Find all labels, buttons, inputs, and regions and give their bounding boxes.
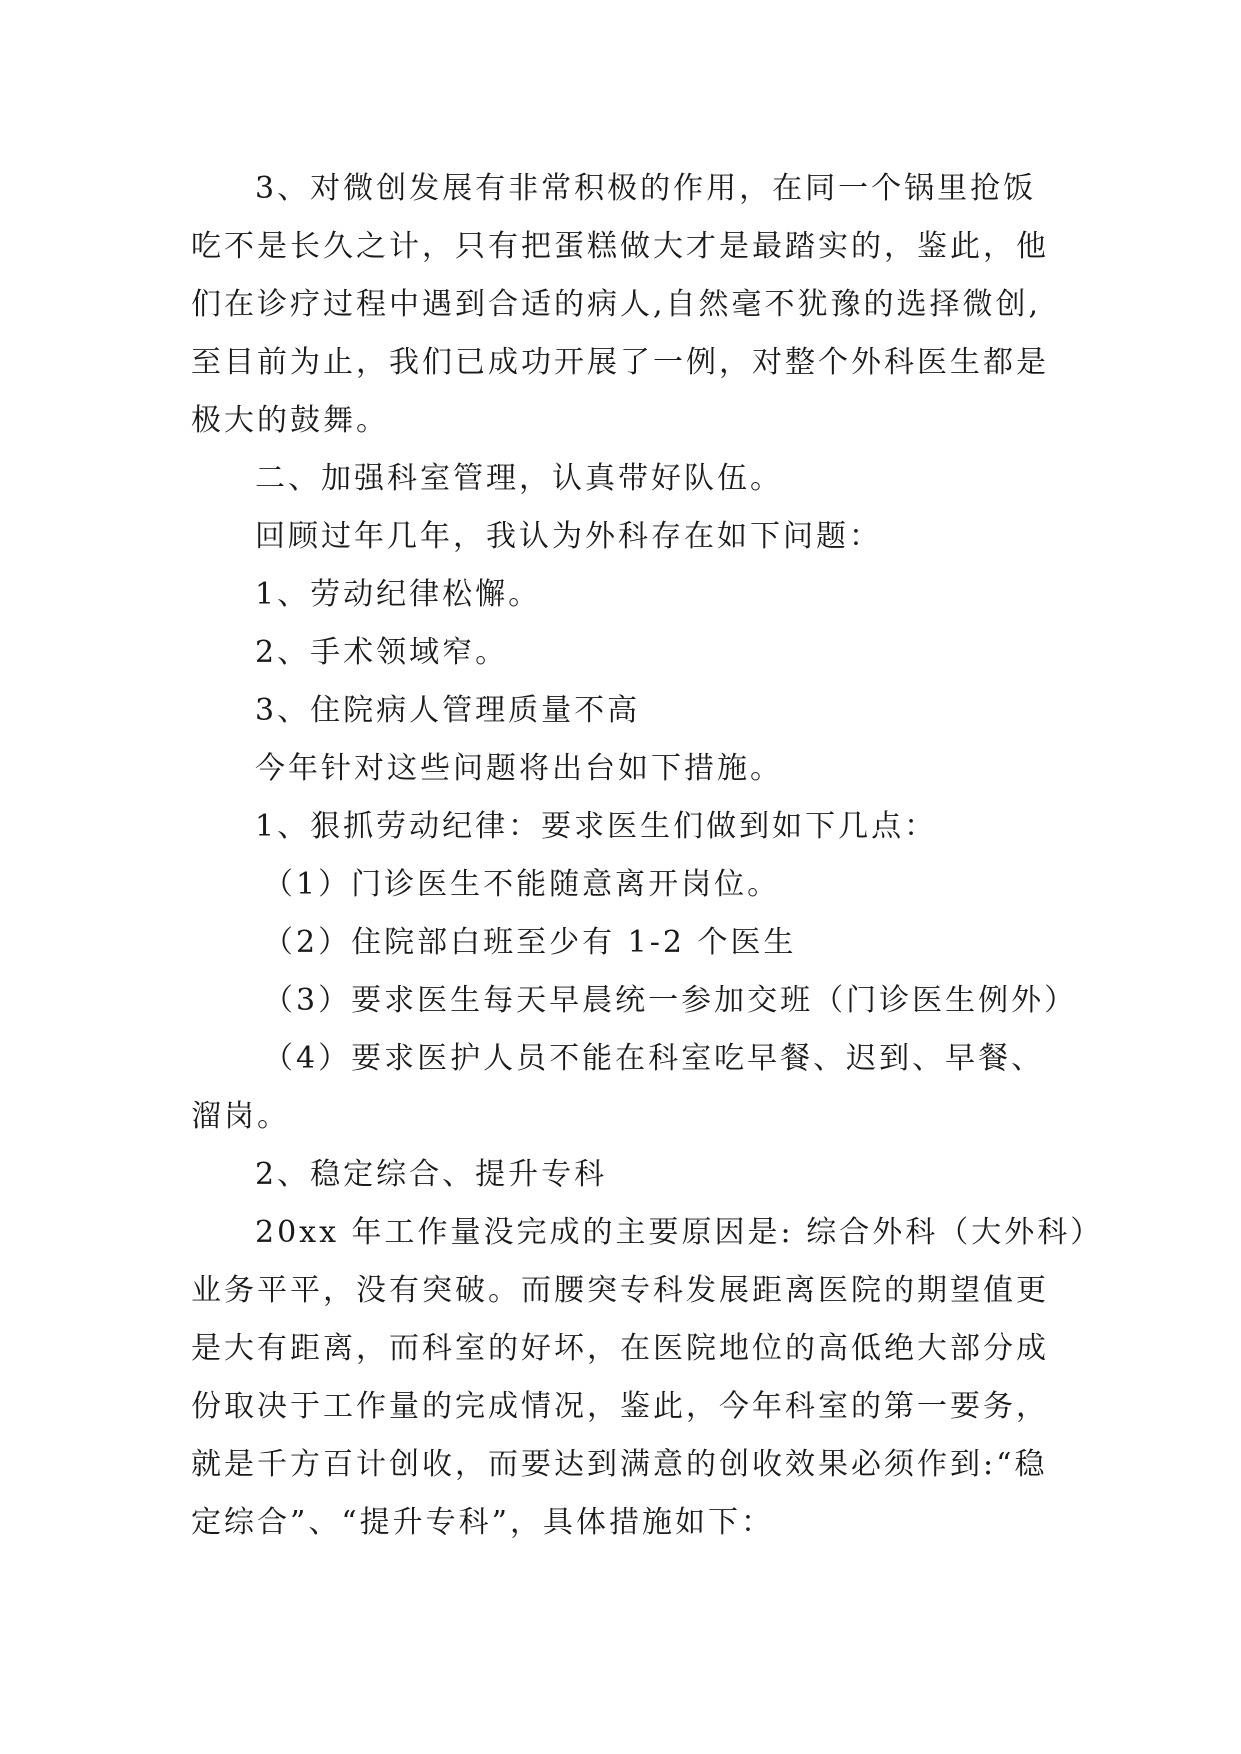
text-line: 是大有距离，而科室的好坏，在医院地位的高低绝大部分成: [191, 1331, 1049, 1366]
text-line: 20xx 年工作量没完成的主要原因是: 综合外科（大外科）: [255, 1215, 1104, 1250]
text-line: 定综合”、“提升专科”，具体措施如下：: [191, 1505, 775, 1540]
text-line: 溜岗。: [191, 1099, 290, 1134]
document-body: [191, 160, 1104, 1552]
text-line: 份取决于工作量的完成情况，鉴此，今年科室的第一要务，: [191, 1389, 1049, 1424]
list-item: 3、住院病人管理质量不高: [255, 693, 641, 728]
list-item: 2、手术领域窄。: [255, 635, 509, 670]
text-line: 今年针对这些问题将出台如下措施。: [255, 751, 783, 786]
list-item: 1、狠抓劳动纪律：要求医生们做到如下几点：: [255, 809, 938, 844]
sub-list-item: （3）要求医生每天早晨统一参加交班（门诊医生例外）: [263, 983, 1078, 1018]
text-line: 们在诊疗过程中遇到合适的病人,自然毫不犹豫的选择微创,: [191, 287, 1042, 322]
text-line: 回顾过年几年，我认为外科存在如下问题：: [255, 519, 882, 554]
text-line: 就是千方百计创收，而要达到满意的创收效果必须作到:“稳: [191, 1447, 1048, 1482]
text-line: 极大的鼓舞。: [191, 403, 389, 438]
text-line: 3、对微创发展有非常积极的作用，在同一个锅里抢饭: [255, 171, 1037, 206]
sub-list-item: （4）要求医护人员不能在科室吃早餐、迟到、早餐、: [263, 1041, 1045, 1076]
text-line: 吃不是长久之计，只有把蛋糕做大才是最踏实的，鉴此，他: [191, 229, 1049, 264]
text-line: 至目前为止，我们已成功开展了一例，对整个外科医生都是: [191, 345, 1049, 380]
list-item: 2、稳定综合、提升专科: [255, 1157, 608, 1192]
list-item: 1、劳动纪律松懈。: [255, 577, 542, 612]
sub-list-item: （1）门诊医生不能随意离开岗位。: [263, 867, 781, 902]
sub-list-item: （2）住院部白班至少有 1-2 个医生: [263, 925, 797, 960]
section-heading: 二、加强科室管理，认真带好队伍。: [255, 461, 783, 496]
text-line: 业务平平，没有突破。而腰突专科发展距离医院的期望值更: [191, 1273, 1049, 1308]
